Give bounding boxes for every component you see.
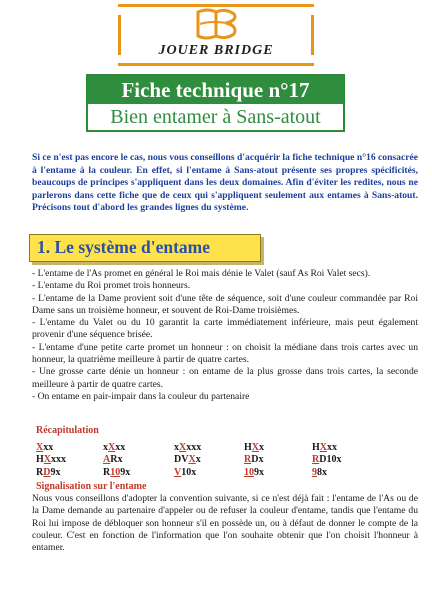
recap-lead-card: D: [43, 466, 51, 478]
recap-cell: [174, 442, 201, 454]
jouer-bridge-logo: [118, 4, 314, 66]
recap-card: xxx: [186, 442, 202, 453]
signal-title: Signalisation sur l'entame: [36, 481, 147, 492]
recap-card: H: [244, 442, 252, 453]
recap-card: x: [174, 442, 179, 453]
logo-emblem-icon: [192, 6, 240, 42]
recap-cell: [244, 467, 264, 479]
recap-row: [36, 442, 416, 454]
recap-card: H: [36, 454, 44, 466]
section-banner: [29, 234, 261, 262]
recap-card: 9x: [120, 466, 131, 478]
recap-lead-card: X: [251, 442, 260, 453]
body-line: - L'entame du Roi promet trois honneurs.: [32, 280, 191, 292]
recap-lead-card: X: [43, 454, 52, 466]
recap-card: xx: [115, 442, 126, 453]
recap-cell: [312, 467, 327, 479]
recap-cell: [244, 454, 263, 466]
recap-lead-card: 10: [110, 466, 121, 478]
recap-card: 10x: [181, 466, 197, 478]
recap-lead-card: 9: [312, 466, 317, 478]
recap-title: Récapitulation: [36, 425, 99, 436]
body-text: [32, 268, 418, 403]
recap-card: R: [103, 466, 111, 478]
recap-lead-card: V: [174, 466, 182, 478]
body-line: - L'entame d'une petite carte promet un honneur : on choisit la médiane dans trois cartes avec un honneur, la quatrième meilleure à partir de quatre cartes.: [32, 341, 418, 366]
recap-cell: [244, 442, 264, 454]
recap-lead-card: X: [179, 442, 187, 453]
recap-lead-card: X: [188, 454, 196, 466]
title-box: [86, 74, 345, 132]
recap-card: 9x: [50, 466, 61, 478]
recap-lead-card: A: [103, 454, 111, 466]
recap-card: DV: [174, 454, 189, 466]
section-title: 1. Le système d'entame: [37, 237, 211, 257]
recap-card: D10x: [319, 454, 342, 466]
recap-lead-card: X: [319, 442, 328, 453]
body-line: - L'entame du Valet ou du 10 garantit la carte immédiatement inférieure, mais peut également provenir d'une séquence brisée.: [32, 317, 418, 341]
recap-row: [36, 454, 416, 466]
recap-table: [36, 442, 416, 479]
recap-cell: [103, 454, 122, 466]
page-subtitle: Bien entamer à Sans-atout: [110, 106, 321, 128]
recap-card: H: [312, 442, 320, 453]
recap-lead-card: X: [108, 442, 116, 453]
page-title: Fiche technique n°17: [88, 76, 343, 104]
recap-cell: [103, 467, 130, 479]
recap-row: [36, 467, 416, 479]
recap-cell: [103, 442, 125, 454]
recap-lead-card: R: [244, 454, 252, 466]
body-line: - L'entame de la Dame provient soit d'une tête de séquence, soit d'une couleur commandée par Roi Dame sans un troisième honneur, et souvent de Roi-Dame troisièmes.: [32, 292, 418, 316]
recap-card: xxx: [51, 454, 67, 466]
recap-card: x: [259, 442, 265, 453]
recap-card: x: [103, 442, 108, 453]
recap-card: R: [36, 466, 44, 478]
recap-cell: [36, 442, 53, 454]
recap-cell: [174, 467, 196, 479]
logo-text: JOUER BRIDGE: [158, 43, 274, 58]
recap-card: xx: [43, 442, 54, 453]
recap-lead-card: R: [312, 454, 320, 466]
body-line: - Une grosse carte dénie un honneur : on entame de la plus grosse dans trois cartes, la seconde meilleure à partir de quatre cartes.: [32, 366, 418, 390]
signal-paragraph: Nous vous conseillons d'adopter la convention suivante, si ce n'est déjà fait : l'entame de l'As ou de la Dame demande au partenaire d'appeler ou de refuser la couleur d'entame, tandis que l'entame du Roi lui impose de débloquer son honneur s'il en possède un, ou à défaut de donner le compte de la couleur. C'est en fonction de l'information que l'on souhaite obtenir que l'on choisit l'honneur à entamer.: [32, 493, 418, 554]
recap-cell: [36, 467, 60, 479]
recap-card: Dx: [251, 454, 264, 466]
recap-card: xx: [327, 442, 338, 453]
recap-cell: [312, 454, 341, 466]
body-line: - L'entame de l'As promet en général le Roi mais dénie le Valet (sauf As Roi Valet secs).: [32, 268, 371, 279]
recap-lead-card: X: [36, 442, 44, 453]
recap-card: x: [195, 454, 201, 466]
recap-cell: [36, 454, 66, 466]
recap-lead-card: 10: [244, 466, 254, 478]
recap-card: 9x: [254, 466, 264, 478]
recap-cell: [312, 442, 337, 454]
body-line: - On entame en pair-impair dans la couleur du partenaire: [32, 390, 250, 402]
recap-cell: [174, 454, 201, 466]
intro-paragraph: Si ce n'est pas encore le cas, nous vous conseillons d'acquérir la fiche technique n°16 consacrée à l'entame à la couleur. En effet, si l'entame à Sans-atout présente ses propres spécificités, beaucoups de principes s'appliquent dans les deux domaines. Afin d'éviter les redites, nous ne parlerons dans cette fiche que de ceux qui s'appliquent seulement aux entames à Sans-atout. Précisons tout d'abord les grandes lignes du système.: [32, 152, 418, 213]
recap-card: Rx: [110, 454, 123, 466]
recap-card: 8x: [317, 466, 327, 478]
